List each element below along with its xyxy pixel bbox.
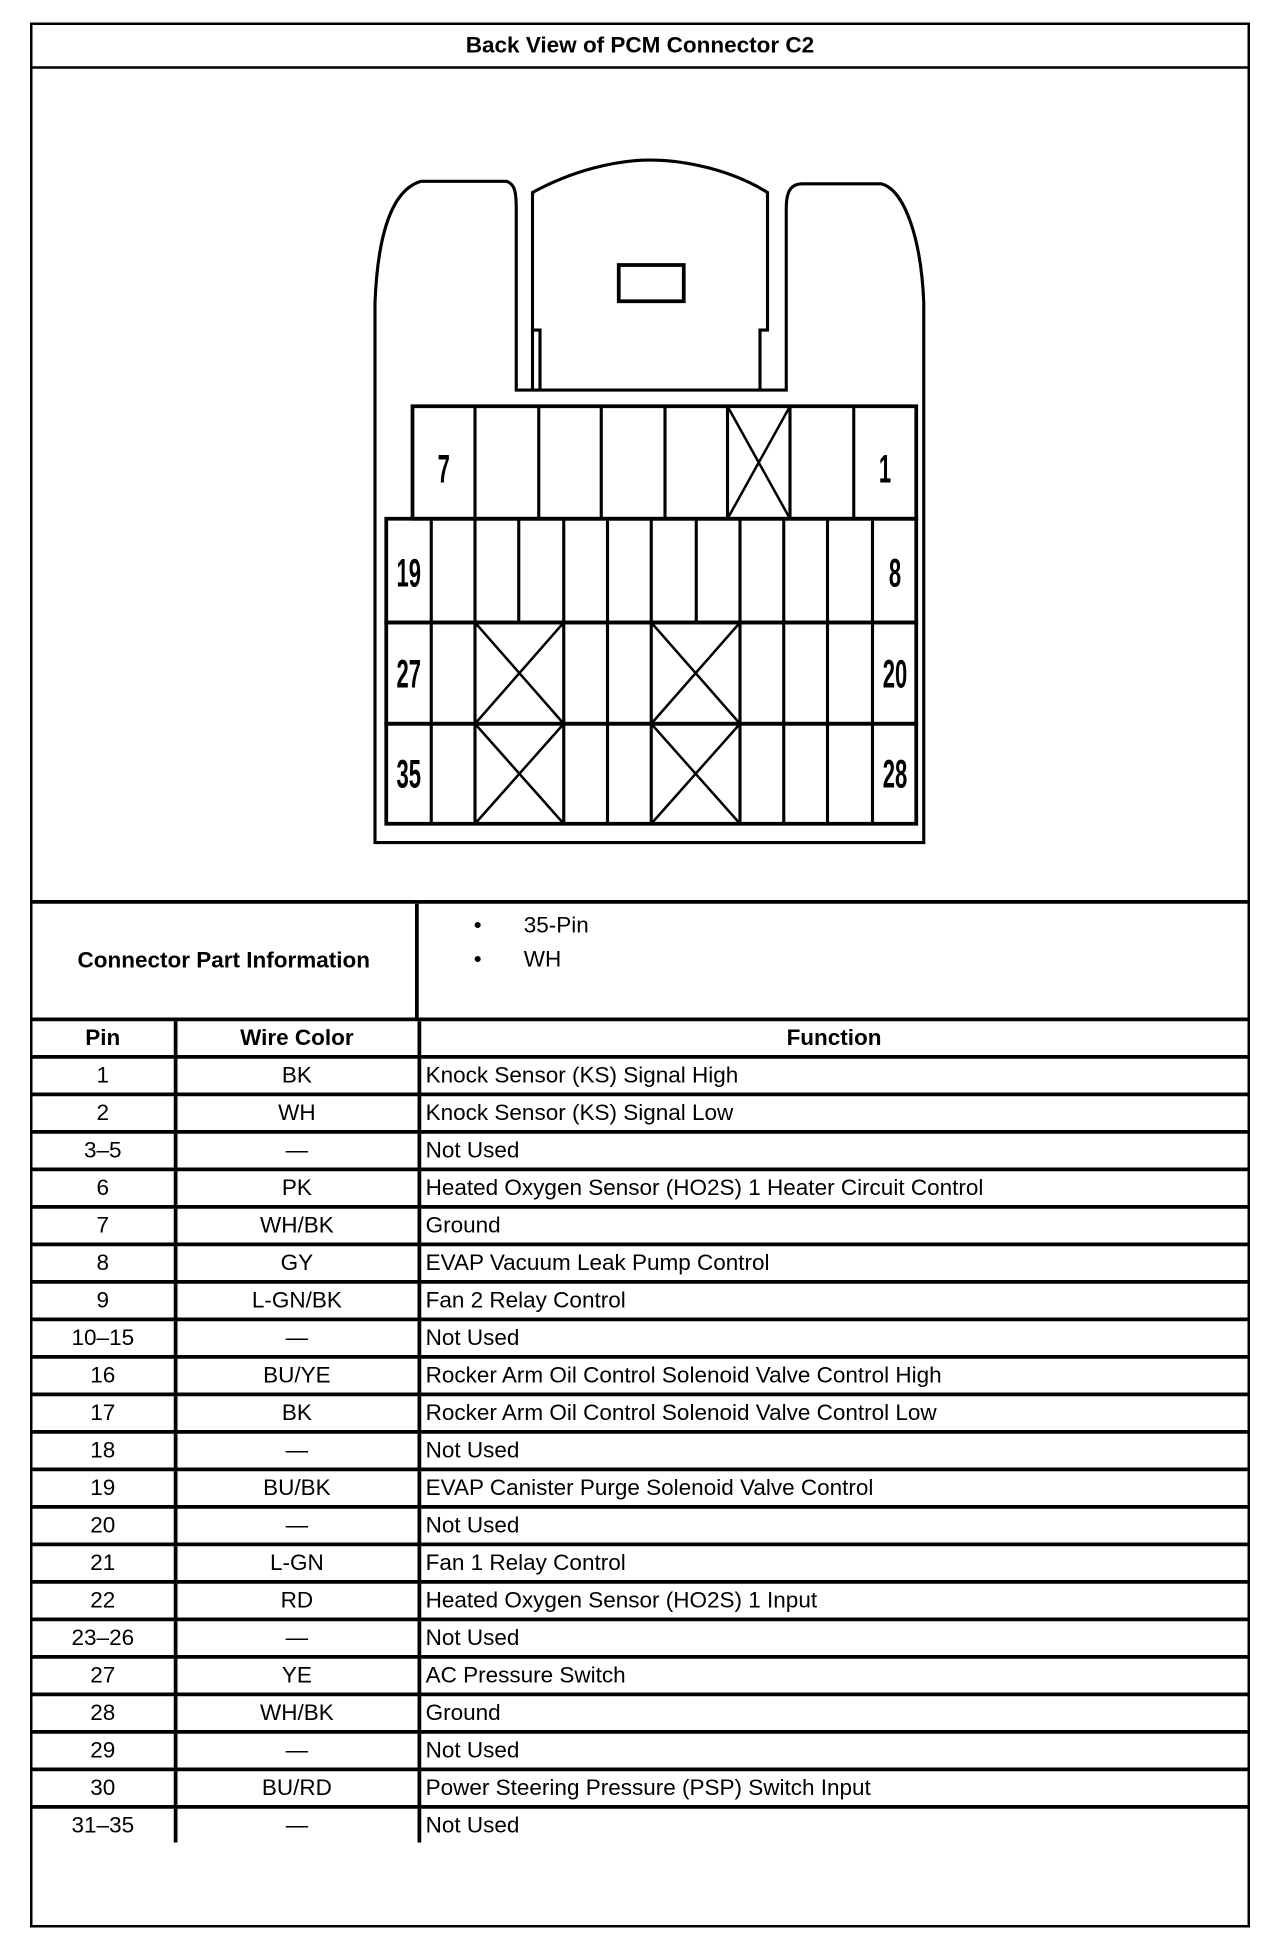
cell-wire-color: — [175,1507,419,1545]
table-row [33,1319,1248,1357]
cell-wire-color: BU/RD [175,1769,419,1807]
cell-wire-color: BU/BK [175,1469,419,1507]
cell-pin: 19 [33,1469,176,1507]
cell-pin: 3–5 [33,1132,176,1170]
pin-label-28: 28 [882,751,908,797]
cell-function: Fan 1 Relay Control [419,1544,1248,1582]
cell-function: Rocker Arm Oil Control Solenoid Valve Control High [419,1357,1248,1395]
cell-wire-color: WH [175,1094,419,1132]
cell-function: Not Used [419,1732,1248,1770]
pin-label-7: 7 [437,446,450,492]
table-row [33,1169,1248,1207]
cell-wire-color: RD [175,1582,419,1620]
cell-function: Power Steering Pressure (PSP) Switch Input [419,1769,1248,1807]
table-row [33,1769,1248,1807]
connector-info-label: Connector Part Information [33,904,419,1018]
cell-function: Knock Sensor (KS) Signal High [419,1057,1248,1095]
connector-diagram [33,69,1248,903]
cell-wire-color: — [175,1732,419,1770]
table-row [33,1432,1248,1470]
table-row [33,1469,1248,1507]
cell-function: Not Used [419,1507,1248,1545]
table-row [33,1544,1248,1582]
cell-wire-color: — [175,1319,419,1357]
cell-function: Not Used [419,1619,1248,1657]
cell-pin: 29 [33,1732,176,1770]
cell-pin: 20 [33,1507,176,1545]
cell-pin: 28 [33,1694,176,1732]
unused-cavity-marks [475,406,790,824]
cell-pin: 9 [33,1282,176,1320]
header-wire-color: Wire Color [175,1021,419,1057]
cell-function: Ground [419,1694,1248,1732]
row-2-dividers [431,519,872,623]
table-row [33,1132,1248,1170]
list-item [419,943,589,977]
cell-wire-color: PK [175,1169,419,1207]
cell-wire-color: BK [175,1394,419,1432]
pin-label-20: 20 [882,651,908,697]
pin-count: 35-Pin [523,912,589,938]
cell-pin: 1 [33,1057,176,1095]
latch-slot [619,265,684,301]
connector-latch-tab [533,160,768,390]
table-row [33,1094,1248,1132]
cell-function: EVAP Vacuum Leak Pump Control [419,1244,1248,1282]
table-row [33,1057,1248,1095]
document-title: Back View of PCM Connector C2 [33,25,1248,69]
cell-function: Heated Oxygen Sensor (HO2S) 1 Input [419,1582,1248,1620]
cell-function: Fan 2 Relay Control [419,1282,1248,1320]
header-function: Function [419,1021,1248,1057]
cell-function: Knock Sensor (KS) Signal Low [419,1094,1248,1132]
cell-wire-color: — [175,1132,419,1170]
list-item [419,909,589,943]
table-row [33,1694,1248,1732]
cell-function: AC Pressure Switch [419,1657,1248,1695]
table-row [33,1582,1248,1620]
table-row [33,1244,1248,1282]
cell-pin: 8 [33,1244,176,1282]
cell-pin: 2 [33,1094,176,1132]
cell-wire-color: BU/YE [175,1357,419,1395]
pinout-table [33,1021,1248,1842]
table-row [33,1807,1248,1843]
cell-function: Not Used [419,1319,1248,1357]
cell-function: Rocker Arm Oil Control Solenoid Valve Control Low [419,1394,1248,1432]
cell-pin: 10–15 [33,1319,176,1357]
cell-wire-color: — [175,1619,419,1657]
table-row [33,1282,1248,1320]
header-pin: Pin [33,1021,176,1057]
bullet: • [473,946,482,972]
table-row [33,1207,1248,1245]
connector-drawing [3,3,1280,903]
cell-wire-color: WH/BK [175,1694,419,1732]
cell-pin: 31–35 [33,1807,176,1843]
cell-wire-color: YE [175,1657,419,1695]
table-row [33,1657,1248,1695]
cell-pin: 27 [33,1657,176,1695]
cell-wire-color: GY [175,1244,419,1282]
connector-info-list [419,909,589,977]
table-row [33,1732,1248,1770]
cell-wire-color: BK [175,1057,419,1095]
cell-wire-color: — [175,1432,419,1470]
pin-label-35: 35 [396,751,421,797]
row-1-dividers [475,406,854,519]
cell-pin: 22 [33,1582,176,1620]
cell-pin: 16 [33,1357,176,1395]
table-row [33,1357,1248,1395]
pin-label-27: 27 [396,651,421,697]
cell-pin: 17 [33,1394,176,1432]
cell-pin: 7 [33,1207,176,1245]
table-row [33,1394,1248,1432]
table-row [33,1619,1248,1657]
cell-function: Not Used [419,1432,1248,1470]
table-row [33,1507,1248,1545]
bullet: • [473,912,482,938]
cell-wire-color: L-GN [175,1544,419,1582]
cell-function: Not Used [419,1132,1248,1170]
cell-pin: 18 [33,1432,176,1470]
cell-wire-color: WH/BK [175,1207,419,1245]
cell-function: EVAP Canister Purge Solenoid Valve Control [419,1469,1248,1507]
cell-pin: 6 [33,1169,176,1207]
cell-function: Heated Oxygen Sensor (HO2S) 1 Heater Circuit Control [419,1169,1248,1207]
cell-pin: 30 [33,1769,176,1807]
pin-label-1: 1 [878,446,892,492]
pin-label-19: 19 [396,550,421,595]
cell-wire-color: — [175,1807,419,1843]
cell-function: Ground [419,1207,1248,1245]
connector-shell [375,181,924,842]
cell-wire-color: L-GN/BK [175,1282,419,1320]
pin-label-8: 8 [888,550,902,595]
connector-part-information [33,900,1248,1021]
connector-color: WH [523,946,562,972]
table-header-row [33,1021,1248,1057]
cell-function: Not Used [419,1807,1248,1843]
cell-pin: 23–26 [33,1619,176,1657]
cell-pin: 21 [33,1544,176,1582]
pinout-document [30,23,1250,1928]
